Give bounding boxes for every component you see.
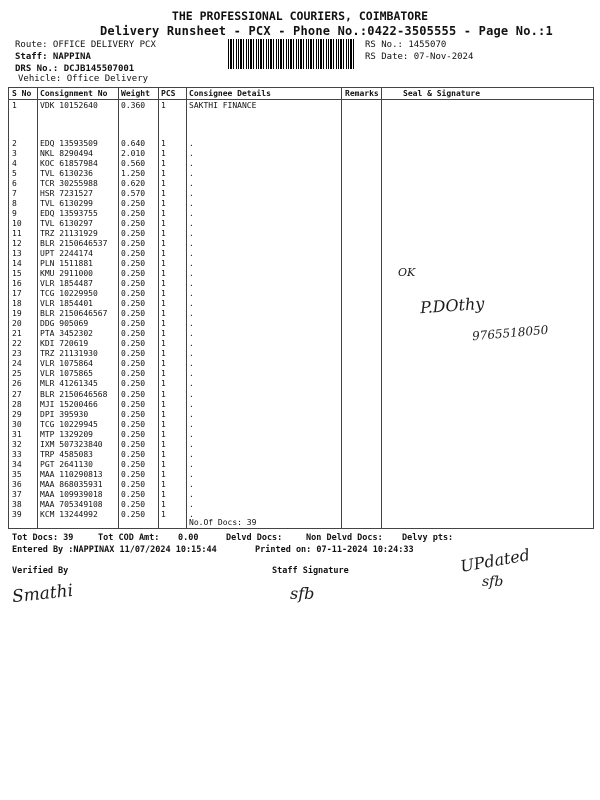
- row-sno: 17: [12, 289, 22, 299]
- row-pcs: 1: [161, 399, 166, 409]
- row-consignee: .: [189, 439, 194, 449]
- row-weight: 0.250: [121, 459, 146, 469]
- row-pcs: 1: [161, 309, 166, 319]
- table-row: [9, 159, 593, 169]
- row-consignment-no: TRZ 21131929: [40, 229, 98, 239]
- row-pcs: 1: [161, 449, 166, 459]
- row-pcs: 1: [161, 189, 166, 199]
- row-consignee: .: [189, 359, 194, 369]
- row-pcs: 1: [161, 329, 166, 339]
- row-consignment-no: KMU 2911000: [40, 269, 93, 279]
- handwritten-ok: OK: [398, 266, 416, 279]
- table-row: [9, 460, 593, 470]
- row-consignee: .: [189, 179, 194, 189]
- row-consignment-no: TVL 6130299: [40, 199, 93, 209]
- row-consignee: .: [189, 299, 194, 309]
- row-pcs: 1: [161, 409, 166, 419]
- staff-signature: sfb: [290, 584, 315, 603]
- row-consignee: .: [189, 249, 194, 259]
- row-pcs: 1: [161, 259, 166, 269]
- table-row: [9, 450, 593, 460]
- row-consignee: .: [189, 449, 194, 459]
- table-row: [9, 440, 593, 450]
- row-consignment-no: BLR 2150646568: [40, 389, 108, 399]
- row-weight: 0.250: [121, 279, 146, 289]
- row-weight: 0.250: [121, 449, 146, 459]
- row-weight: 0.250: [121, 499, 146, 509]
- row-consignee: .: [189, 459, 194, 469]
- row-weight: 0.250: [121, 249, 146, 259]
- row-consignment-no: EDQ 13593755: [40, 209, 98, 219]
- row-pcs: 1: [161, 149, 166, 159]
- row-consignee: .: [189, 329, 194, 339]
- row-consignment-no: TRP 4585083: [40, 449, 93, 459]
- row-pcs: 1: [161, 269, 166, 279]
- row-consignment-no: MAA 705349108: [40, 499, 103, 509]
- row-consignee: .: [189, 279, 194, 289]
- row-consignment-no: TCG 10229945: [40, 419, 98, 429]
- table-row: [9, 179, 593, 189]
- row-weight: 0.250: [121, 359, 146, 369]
- handwritten-phone: 9765518050: [471, 322, 549, 344]
- row-sno: 19: [12, 309, 22, 319]
- row-sno: 36: [12, 479, 22, 489]
- row-weight: 0.560: [121, 159, 146, 169]
- row-weight: 0.250: [121, 389, 146, 399]
- table-row: [9, 259, 593, 269]
- row-consignment-no: VLR 1075864: [40, 359, 93, 369]
- table-row: [9, 510, 593, 520]
- table-row: [9, 219, 593, 229]
- table-row: [9, 339, 593, 349]
- row-weight: 0.250: [121, 229, 146, 239]
- row-weight: 0.250: [121, 339, 146, 349]
- row-sno: 2: [12, 139, 17, 148]
- table-row: [9, 410, 593, 420]
- row-consignee: .: [189, 409, 194, 419]
- row-sno: 12: [12, 239, 22, 249]
- table-row: [9, 149, 593, 159]
- row-consignment-no: TVL 6130236: [40, 169, 93, 179]
- row-weight: 0.250: [121, 399, 146, 409]
- row-sno: 4: [12, 159, 17, 169]
- row-consignee: .: [189, 219, 194, 229]
- handwritten-updated: UPdated: [458, 545, 532, 576]
- row-weight: 0.250: [121, 269, 146, 279]
- row-consignment-no: TCG 10229950: [40, 289, 98, 299]
- row-pcs: 1: [161, 479, 166, 489]
- row-consignment-no: TCR 30255988: [40, 179, 98, 189]
- table-row: [9, 400, 593, 410]
- row-sno: 8: [12, 199, 17, 209]
- row-consignee: .: [189, 419, 194, 429]
- row-sno: 35: [12, 469, 22, 479]
- drs-number: DRS No.: DCJB145507001: [15, 64, 135, 74]
- row-pcs: 1: [161, 489, 166, 499]
- row-pcs: 1: [161, 419, 166, 429]
- row-pcs: 1: [161, 319, 166, 329]
- row-consignment-no: VLR 1854487: [40, 279, 93, 289]
- row-consignee: .: [189, 389, 194, 399]
- row-weight: 0.250: [121, 409, 146, 419]
- row-pcs: 1: [161, 509, 166, 519]
- table-row: [9, 390, 593, 400]
- row-weight: 2.010: [121, 149, 146, 159]
- row-weight: 0.250: [121, 419, 146, 429]
- row-consignment-no: MAA 110290813: [40, 469, 103, 479]
- row-sno: 31: [12, 429, 22, 439]
- row-sno: 21: [12, 329, 22, 339]
- table-row: [9, 209, 593, 219]
- col-remarks: Remarks: [345, 89, 379, 98]
- row-consignment-no: KDI 720619: [40, 339, 89, 349]
- row-sno: 3: [12, 149, 17, 159]
- staff-label: Staff: NAPPINA: [15, 52, 91, 62]
- consignment-table: [8, 87, 594, 529]
- table-row: [9, 279, 593, 289]
- row-weight: 0.250: [121, 489, 146, 499]
- row-weight: 0.250: [121, 349, 146, 359]
- row-consignee: .: [189, 349, 194, 359]
- rs-date: RS Date: 07-Nov-2024: [365, 52, 474, 62]
- row-weight: 0.640: [121, 139, 146, 148]
- row-consignment-no: UPT 2244174: [40, 249, 93, 259]
- table-row: [9, 420, 593, 430]
- row-pcs: 1: [161, 459, 166, 469]
- row-pcs: 1: [161, 249, 166, 259]
- row-consignee: .: [189, 319, 194, 329]
- verifier-signature: Smathi: [11, 580, 75, 608]
- row-consignee: .: [189, 139, 194, 148]
- row-pcs: 1: [161, 439, 166, 449]
- row-pcs: 1: [161, 389, 166, 399]
- handwritten-receiver-name: P.DOthy: [419, 293, 485, 318]
- table-row: [9, 269, 593, 279]
- staff-signature-label: Staff Signature: [272, 566, 349, 576]
- col-seal-signature: Seal & Signature: [403, 89, 481, 98]
- table-row: [9, 500, 593, 510]
- verified-by-label: Verified By: [12, 566, 69, 576]
- row-sno: 22: [12, 339, 22, 349]
- row-consignee: .: [189, 429, 194, 439]
- row-weight: 0.250: [121, 199, 146, 209]
- row-consignment-no: IXM 507323840: [40, 439, 103, 449]
- col-consignee: Consignee Details: [189, 89, 271, 98]
- row-consignment-no: PTA 3452302: [40, 329, 93, 339]
- row-consignment-no: HSR 7231527: [40, 189, 93, 199]
- row-weight: 0.360: [121, 101, 146, 110]
- tot-cod-label: Tot COD Amt:: [98, 533, 160, 543]
- row-weight: 0.250: [121, 209, 146, 219]
- tot-cod-value: 0.00: [178, 533, 199, 543]
- row-weight: 0.620: [121, 179, 146, 189]
- row-consignee: .: [189, 229, 194, 239]
- row-pcs: 1: [161, 429, 166, 439]
- row-sno: 23: [12, 349, 22, 359]
- row-weight: 0.250: [121, 299, 146, 309]
- row-weight: 0.250: [121, 319, 146, 329]
- row-sno: 27: [12, 389, 22, 399]
- row-consignee: .: [189, 399, 194, 409]
- row-consignment-no: MJI 15200466: [40, 399, 98, 409]
- table-row: [9, 189, 593, 199]
- table-row: [9, 379, 593, 389]
- row-consignment-no: BLR 2150646537: [40, 239, 108, 249]
- tot-docs: Tot Docs: 39: [12, 533, 74, 543]
- non-delvd-docs: Non Delvd Docs:: [306, 533, 383, 543]
- table-row: [9, 249, 593, 259]
- table-row: [9, 490, 593, 500]
- row-consignment-no: MLR 41261345: [40, 379, 98, 389]
- row-consignment-no: DDG 905069: [40, 319, 89, 329]
- row-consignment-no: NKL 8290494: [40, 149, 93, 159]
- row-sno: 16: [12, 279, 22, 289]
- row-consignee: .: [189, 339, 194, 349]
- row-consignee: .: [189, 159, 194, 169]
- col-weight: Weight: [121, 89, 150, 98]
- table-row: [9, 480, 593, 490]
- row-consignee: .: [189, 479, 194, 489]
- col-pcs: PCS: [161, 89, 176, 98]
- delvd-docs: Delvd Docs:: [226, 533, 283, 543]
- table-row: [9, 470, 593, 480]
- row-weight: 0.250: [121, 439, 146, 449]
- row-sno: 15: [12, 269, 22, 279]
- col-sno: S No: [12, 89, 32, 98]
- row-weight: 0.250: [121, 509, 146, 519]
- row-consignment-no: EDQ 13593509: [40, 139, 98, 148]
- barcode: [228, 39, 356, 69]
- row-consignment-no: VLR 1854401: [40, 299, 93, 309]
- row-consignee: .: [189, 489, 194, 499]
- row-consignee: .: [189, 199, 194, 209]
- row-pcs: 1: [161, 279, 166, 289]
- table-row: [9, 309, 593, 319]
- row-consignee: .: [189, 509, 194, 519]
- no-of-docs: No.Of Docs: 39: [189, 518, 257, 527]
- table-row: [9, 289, 593, 299]
- row-sno: 37: [12, 489, 22, 499]
- row-sno: 34: [12, 459, 22, 469]
- row-consignee: .: [189, 499, 194, 509]
- row-sno: 25: [12, 369, 22, 379]
- row-sno: 9: [12, 209, 17, 219]
- updated-signature: sfb: [482, 574, 504, 590]
- row-consignee: .: [189, 309, 194, 319]
- row-sno: 32: [12, 439, 22, 449]
- row-pcs: 1: [161, 499, 166, 509]
- table-row: [9, 369, 593, 379]
- row-consignment-no: MTP 1329209: [40, 429, 93, 439]
- table-row: [9, 349, 593, 359]
- row-sno: 1: [12, 101, 17, 110]
- row-pcs: 1: [161, 239, 166, 249]
- table-row: [9, 199, 593, 209]
- row-sno: 30: [12, 419, 22, 429]
- row-consignee: .: [189, 379, 194, 389]
- printed-on: Printed on: 07-11-2024 10:24:33: [255, 545, 414, 555]
- row-pcs: 1: [161, 139, 166, 148]
- table-row: [9, 101, 593, 111]
- row-weight: 0.250: [121, 479, 146, 489]
- table-row: [9, 299, 593, 309]
- row-weight: 0.570: [121, 189, 146, 199]
- row-weight: 0.250: [121, 219, 146, 229]
- row-consignee: .: [189, 169, 194, 179]
- row-consignment-no: MAA 868035931: [40, 479, 103, 489]
- row-pcs: 1: [161, 169, 166, 179]
- row-weight: 0.250: [121, 429, 146, 439]
- row-consignee: .: [189, 239, 194, 249]
- row-sno: 10: [12, 219, 22, 229]
- row-weight: 0.250: [121, 379, 146, 389]
- row-pcs: 1: [161, 299, 166, 309]
- row-pcs: 1: [161, 289, 166, 299]
- entered-by: Entered By :NAPPINAX 11/07/2024 10:15:44: [12, 545, 217, 555]
- row-sno: 29: [12, 409, 22, 419]
- row-consignment-no: VLR 1075865: [40, 369, 93, 379]
- row-sno: 38: [12, 499, 22, 509]
- row-consignment-no: PGT 2641130: [40, 459, 93, 469]
- vehicle-label: Vehicle: Office Delivery: [18, 74, 149, 84]
- row-pcs: 1: [161, 219, 166, 229]
- row-pcs: 1: [161, 469, 166, 479]
- row-consignee: SAKTHI FINANCE: [189, 101, 257, 110]
- row-sno: 28: [12, 399, 22, 409]
- row-sno: 20: [12, 319, 22, 329]
- row-weight: 1.250: [121, 169, 146, 179]
- row-pcs: 1: [161, 229, 166, 239]
- row-sno: 11: [12, 229, 22, 239]
- row-consignment-no: VDK 10152640: [40, 101, 98, 110]
- row-weight: 0.250: [121, 469, 146, 479]
- row-pcs: 1: [161, 379, 166, 389]
- row-consignment-no: MAA 109939018: [40, 489, 103, 499]
- row-sno: 7: [12, 189, 17, 199]
- row-sno: 6: [12, 179, 17, 189]
- row-consignee: .: [189, 209, 194, 219]
- row-consignee: .: [189, 189, 194, 199]
- row-consignment-no: KOC 61857984: [40, 159, 98, 169]
- table-row: [9, 239, 593, 249]
- row-consignment-no: TVL 6130297: [40, 219, 93, 229]
- row-consignee: .: [189, 369, 194, 379]
- delvy-pts: Delvy pts:: [402, 533, 454, 543]
- row-weight: 0.250: [121, 239, 146, 249]
- rs-number: RS No.: 1455070: [365, 40, 447, 50]
- row-sno: 33: [12, 449, 22, 459]
- row-consignment-no: DPI 395930: [40, 409, 89, 419]
- row-pcs: 1: [161, 199, 166, 209]
- row-pcs: 1: [161, 179, 166, 189]
- row-sno: 26: [12, 379, 22, 389]
- row-sno: 14: [12, 259, 22, 269]
- row-consignee: .: [189, 149, 194, 159]
- row-sno: 39: [12, 509, 22, 519]
- row-consignee: .: [189, 469, 194, 479]
- row-weight: 0.250: [121, 309, 146, 319]
- table-row: [9, 229, 593, 239]
- company-name: THE PROFESSIONAL COURIERS, COIMBATORE: [171, 9, 429, 23]
- row-consignee: .: [189, 259, 194, 269]
- row-weight: 0.250: [121, 259, 146, 269]
- row-sno: 5: [12, 169, 17, 179]
- row-pcs: 1: [161, 209, 166, 219]
- row-weight: 0.250: [121, 289, 146, 299]
- row-consignment-no: TRZ 21131930: [40, 349, 98, 359]
- row-sno: 24: [12, 359, 22, 369]
- row-pcs: 1: [161, 101, 166, 110]
- col-consignment: Consignment No: [40, 89, 108, 98]
- row-sno: 13: [12, 249, 22, 259]
- row-pcs: 1: [161, 359, 166, 369]
- row-consignment-no: KCM 13244992: [40, 509, 98, 519]
- row-pcs: 1: [161, 349, 166, 359]
- row-consignment-no: BLR 2150646567: [40, 309, 108, 319]
- table-row: [9, 139, 593, 149]
- row-pcs: 1: [161, 159, 166, 169]
- row-pcs: 1: [161, 339, 166, 349]
- row-weight: 0.250: [121, 329, 146, 339]
- runsheet-title: Delivery Runsheet - PCX - Phone No.:0422-3505555 - Page No.:1: [100, 24, 553, 38]
- route-label: Route: OFFICE DELIVERY PCX: [15, 40, 156, 50]
- row-consignee: .: [189, 269, 194, 279]
- row-weight: 0.250: [121, 369, 146, 379]
- row-sno: 18: [12, 299, 22, 309]
- row-consignment-no: PLN 1511881: [40, 259, 93, 269]
- table-row: [9, 359, 593, 369]
- row-consignee: .: [189, 289, 194, 299]
- table-row: [9, 169, 593, 179]
- row-pcs: 1: [161, 369, 166, 379]
- table-row: [9, 430, 593, 440]
